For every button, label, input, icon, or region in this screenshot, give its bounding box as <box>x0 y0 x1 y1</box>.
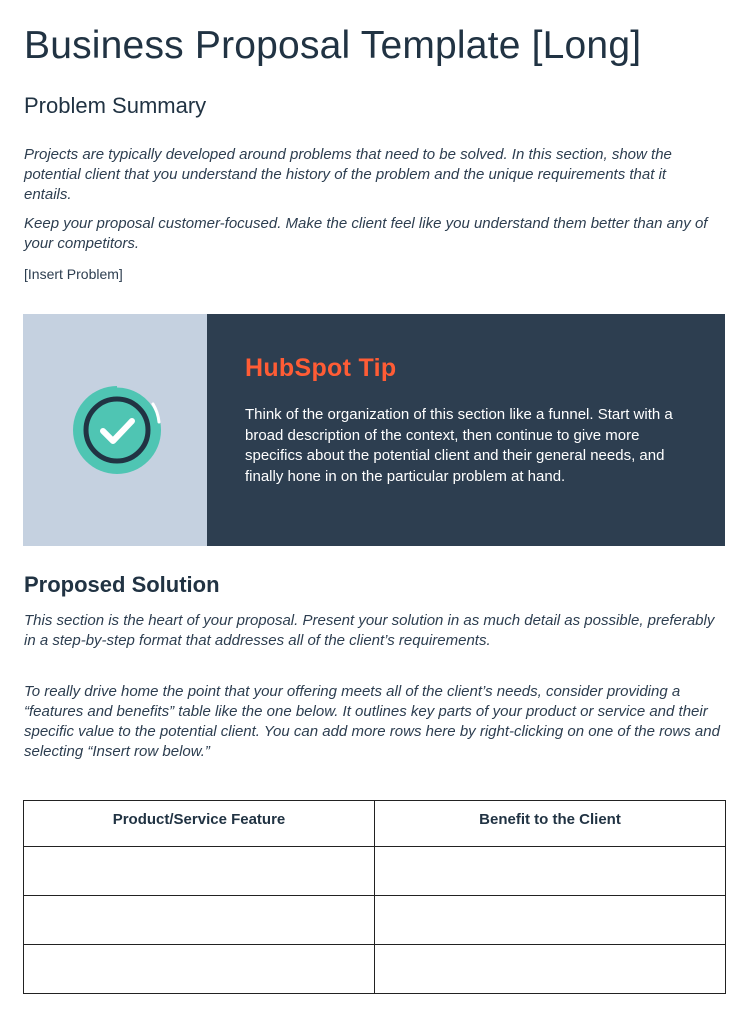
tip-icon-panel <box>23 314 207 546</box>
table-row <box>24 945 726 994</box>
proposed-solution-paragraph-1: This section is the heart of your proposal. Present your solution in as much detail as possible, preferably in a step-by-step format that addresses all of the client’s requirements. <box>24 612 715 649</box>
problem-summary-paragraph-2: Keep your proposal customer-focused. Make the client feel like you understand them better than any of your competitors. <box>24 215 708 252</box>
insert-problem-placeholder[interactable]: [Insert Problem] <box>24 266 123 282</box>
table-cell[interactable] <box>24 896 375 945</box>
features-benefits-table <box>23 800 726 994</box>
problem-summary-paragraph-1: Projects are typically developed around problems that need to be solved. In this section, show the potential client that you understand the history of the problem and the unique requirements that it entails. <box>24 146 672 203</box>
table-cell[interactable] <box>24 945 375 994</box>
table-cell[interactable] <box>375 847 726 896</box>
check-circle-icon <box>69 382 165 478</box>
table-row <box>24 847 726 896</box>
table-cell[interactable] <box>375 896 726 945</box>
problem-summary-heading: Problem Summary <box>24 93 207 118</box>
document-title: Business Proposal Template [Long] <box>24 24 642 67</box>
table-row <box>24 896 726 945</box>
tip-text: Think of the organization of this section like a funnel. Start with a broad description of the context, then continue to give more specifics about the potential client and their general needs, and finally hone in on the particular problem at hand. <box>245 406 673 485</box>
table-cell[interactable] <box>375 945 726 994</box>
tip-title: HubSpot Tip <box>245 354 397 382</box>
hubspot-tip-callout <box>23 314 725 546</box>
table-header-row <box>24 801 726 847</box>
header-product-service-feature: Product/Service Feature <box>24 801 375 847</box>
header-benefit-to-client: Benefit to the Client <box>375 801 726 847</box>
proposed-solution-heading: Proposed Solution <box>24 572 220 597</box>
table-cell[interactable] <box>24 847 375 896</box>
proposed-solution-paragraph-2: To really drive home the point that your offering meets all of the client’s needs, consider providing a “features and benefits” table like the one below. It outlines key parts of your product or service and their specific value to the potential client. You can add more rows here by right-clicking on one of the rows and selecting “Insert row below.” <box>24 683 720 760</box>
